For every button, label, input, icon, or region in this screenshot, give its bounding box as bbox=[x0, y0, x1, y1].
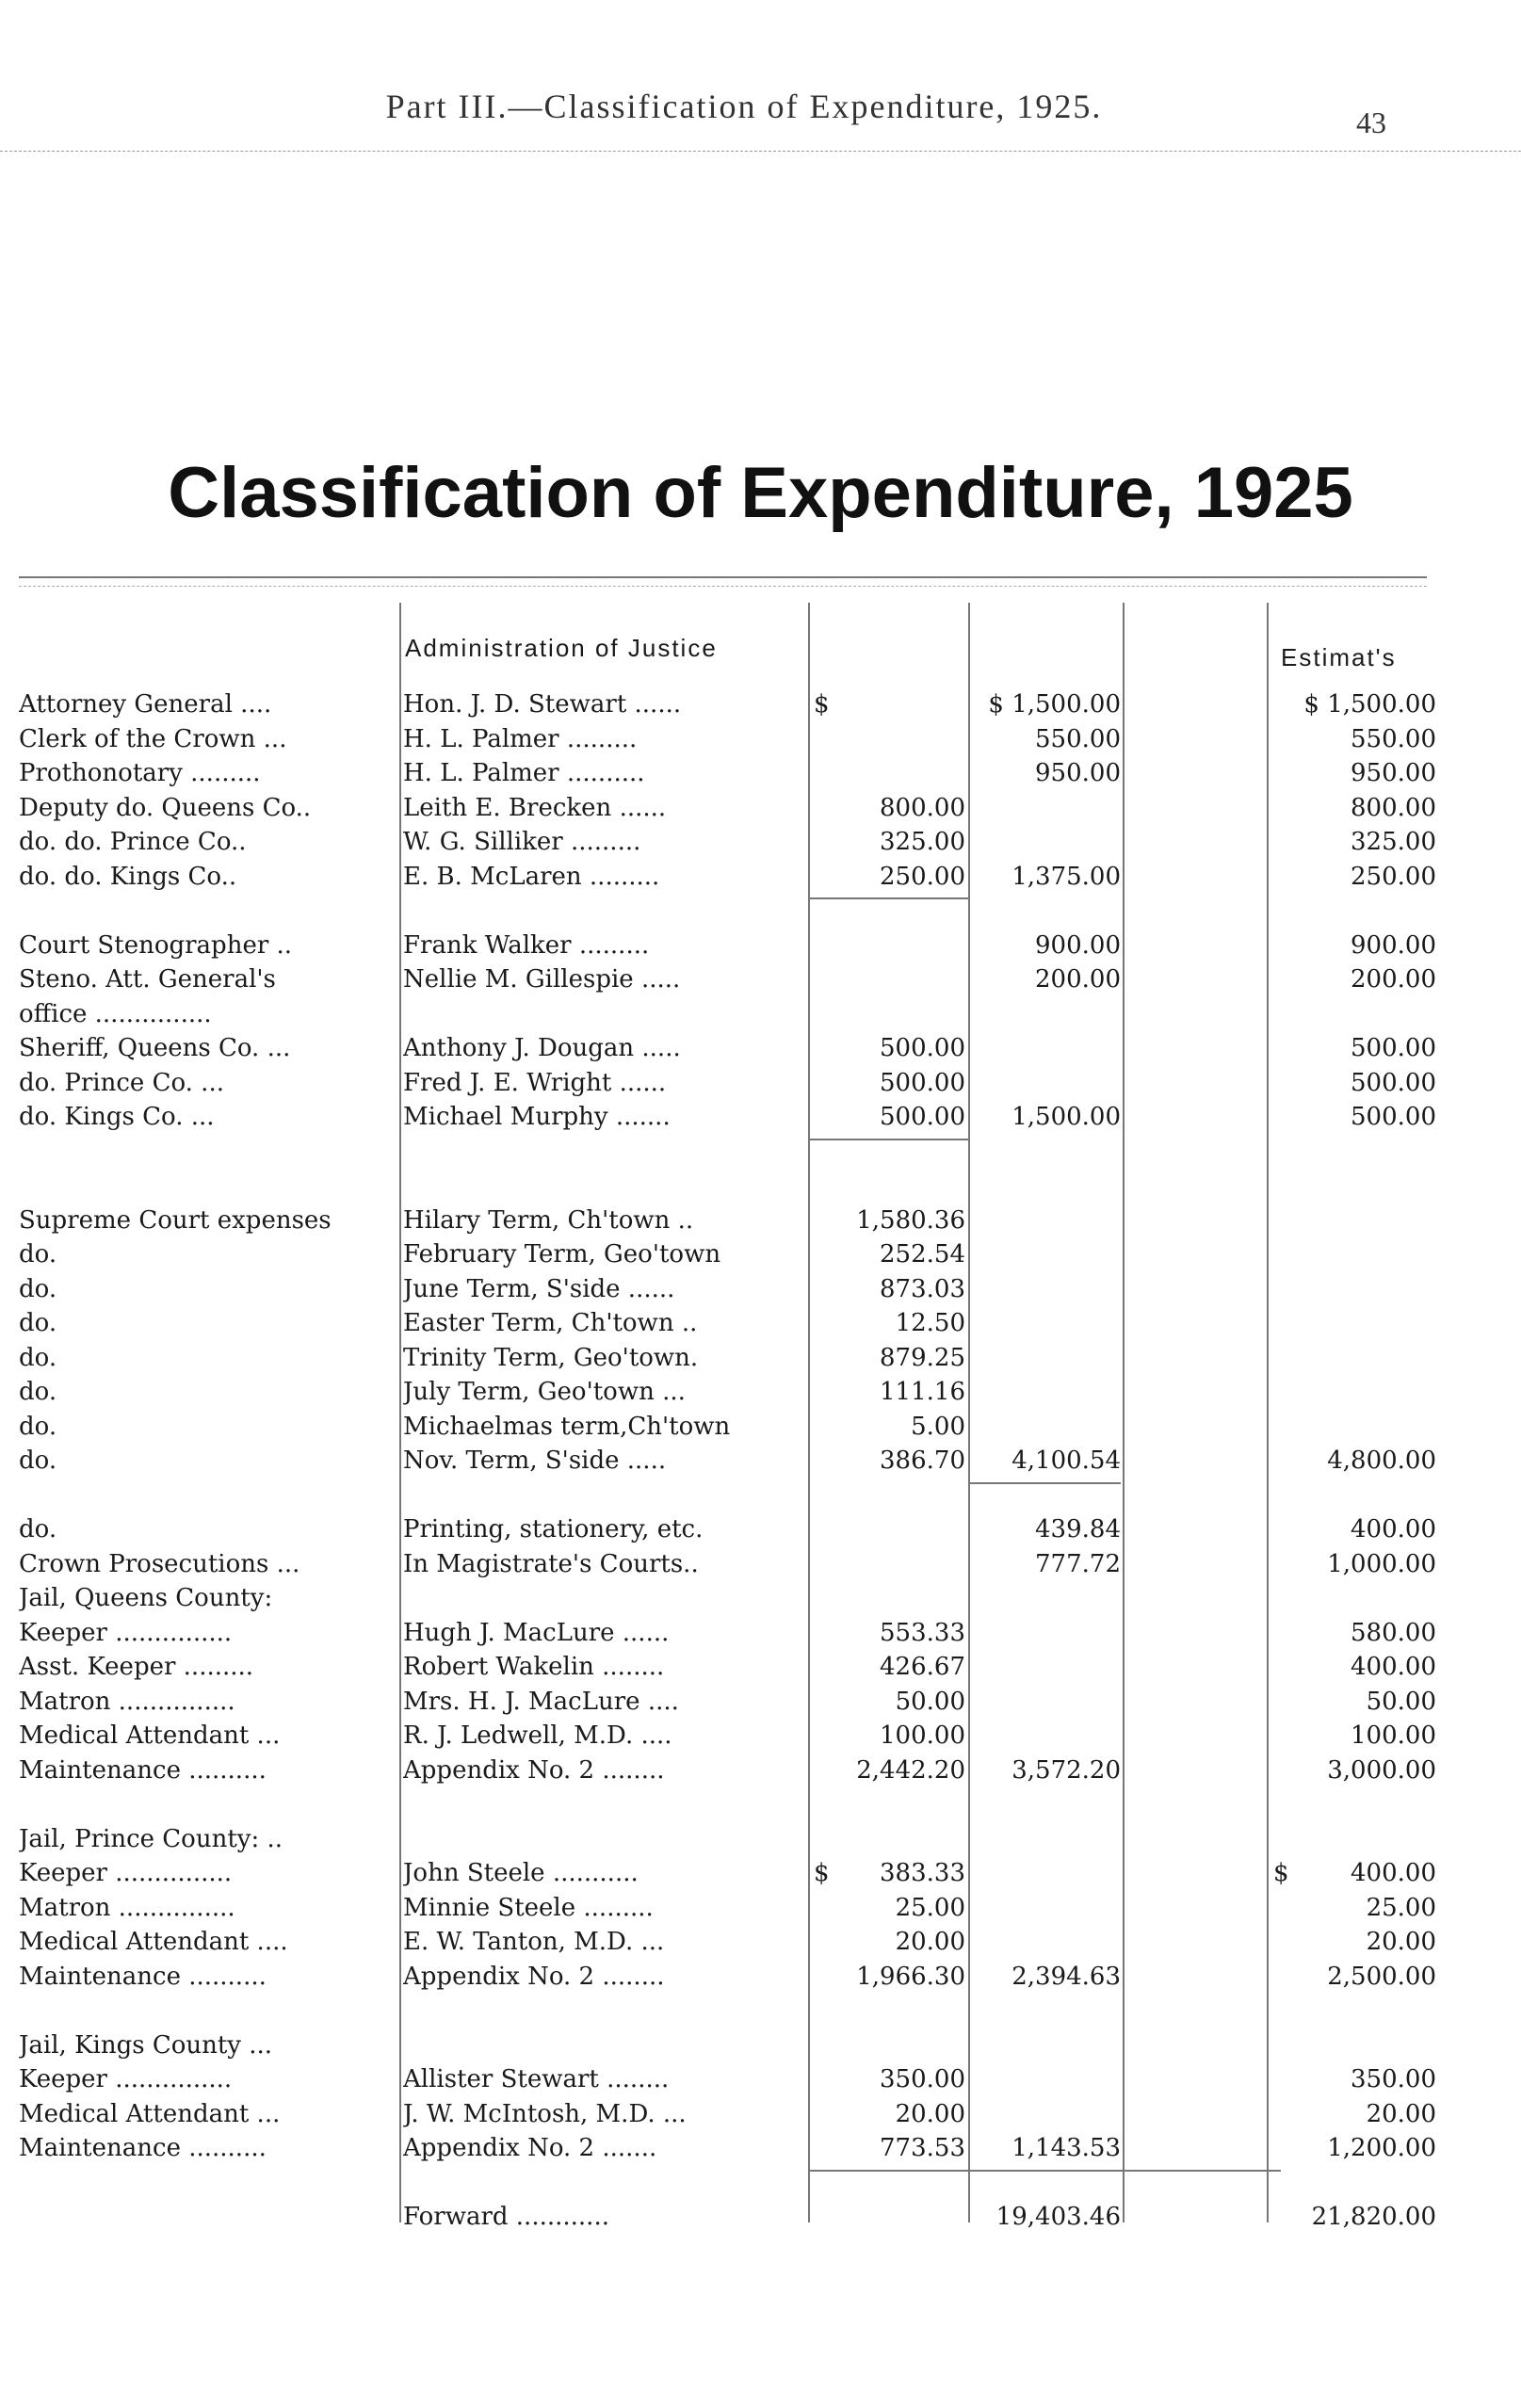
table-body bbox=[0, 687, 1521, 2235]
table-row bbox=[0, 1375, 1521, 1410]
table-row bbox=[0, 1169, 1521, 1204]
table-row bbox=[0, 756, 1521, 791]
row-name: Robert Wakelin ........ bbox=[403, 1653, 665, 1681]
table-row bbox=[0, 1066, 1521, 1101]
row-estimate: 500.00 bbox=[1351, 1103, 1436, 1131]
row-total: 900.00 bbox=[1035, 930, 1121, 960]
row-total: 2,394.63 bbox=[1011, 1962, 1121, 1991]
table-row bbox=[0, 1685, 1521, 1720]
table-row bbox=[0, 1753, 1521, 1788]
table-row bbox=[0, 791, 1521, 826]
title-divider bbox=[19, 576, 1427, 578]
row-estimate: 400.00 bbox=[1351, 1515, 1436, 1543]
row-estimate: 20.00 bbox=[1366, 1928, 1436, 1956]
row-total: 550.00 bbox=[1035, 724, 1121, 753]
row-name: February Term, Geo'town bbox=[403, 1240, 721, 1269]
row-label: Asst. Keeper ......... bbox=[19, 1653, 254, 1681]
row-label: Maintenance .......... bbox=[19, 1755, 267, 1785]
table-row bbox=[0, 1479, 1521, 1513]
row-total: 200.00 bbox=[1035, 965, 1121, 994]
row-name: Anthony J. Dougan ..... bbox=[403, 1034, 681, 1062]
table-row bbox=[0, 1891, 1521, 1926]
column-header-estimates: Estimat's bbox=[1281, 643, 1397, 671]
row-label: do. bbox=[19, 1515, 57, 1543]
row-estimate: 1,200.00 bbox=[1327, 2134, 1436, 2162]
row-name: Minnie Steele ......... bbox=[403, 1893, 654, 1922]
row-estimate: 500.00 bbox=[1351, 1034, 1436, 1062]
row-estimate: 500.00 bbox=[1351, 1068, 1436, 1097]
row-estimate: 50.00 bbox=[1366, 1687, 1436, 1716]
row-label: do. bbox=[19, 1309, 57, 1337]
subtotal-rule bbox=[810, 897, 968, 899]
row-label: Keeper ............... bbox=[19, 1618, 233, 1647]
row-estimate: 250.00 bbox=[1351, 862, 1436, 891]
running-head: Part III.—Classification of Expenditure, 1925. bbox=[385, 88, 1103, 125]
row-estimate: 4,800.00 bbox=[1327, 1446, 1436, 1475]
row-amount: 20.00 bbox=[895, 2099, 965, 2128]
row-estimate: 580.00 bbox=[1351, 1618, 1436, 1647]
table-row bbox=[0, 1960, 1521, 1995]
subtotal-rule bbox=[810, 1139, 968, 1140]
row-label: Medical Attendant ... bbox=[19, 1721, 281, 1750]
subtotal-rule bbox=[970, 1482, 1121, 1484]
row-amount: 50.00 bbox=[895, 1687, 965, 1716]
row-estimate: 100.00 bbox=[1351, 1721, 1436, 1750]
row-label: Medical Attendant .... bbox=[19, 1928, 288, 1956]
table-row bbox=[0, 1925, 1521, 1960]
row-name: Hilary Term, Ch'town .. bbox=[403, 1205, 694, 1235]
row-amount: 873.03 bbox=[880, 1274, 965, 1303]
row-name: Michael Murphy ....... bbox=[403, 1103, 671, 1131]
row-name: H. L. Palmer .......... bbox=[403, 759, 645, 787]
table-row bbox=[0, 1856, 1521, 1891]
row-name: J. W. McIntosh, M.D. ... bbox=[403, 2099, 687, 2128]
row-label: Steno. Att. General's bbox=[19, 965, 276, 994]
row-amount: 773.53 bbox=[880, 2134, 965, 2162]
row-label: Jail, Kings County ... bbox=[19, 2030, 273, 2060]
table-row bbox=[0, 1031, 1521, 1066]
table-row bbox=[0, 894, 1521, 929]
table-row bbox=[0, 860, 1521, 895]
row-amount: 25.00 bbox=[895, 1893, 965, 1922]
row-estimate: 950.00 bbox=[1351, 759, 1436, 787]
row-amount: 252.54 bbox=[880, 1240, 965, 1269]
row-total: 950.00 bbox=[1035, 759, 1121, 787]
subtotal-rule bbox=[810, 2170, 1281, 2172]
row-name: July Term, Geo'town ... bbox=[403, 1378, 686, 1406]
row-estimate: 350.00 bbox=[1351, 2065, 1436, 2093]
dollar-sign: $ bbox=[1273, 1859, 1289, 1887]
table-row bbox=[0, 1581, 1521, 1616]
row-name: Mrs. H. J. MacLure .... bbox=[403, 1687, 679, 1716]
row-label: office ............... bbox=[19, 999, 212, 1028]
row-total: $ 1,500.00 bbox=[988, 690, 1121, 719]
row-estimate: 400.00 bbox=[1351, 1859, 1436, 1887]
row-name: Nov. Term, S'side ..... bbox=[403, 1446, 667, 1475]
row-label: do. bbox=[19, 1378, 57, 1406]
table-row bbox=[0, 929, 1521, 963]
table-row bbox=[0, 2166, 1521, 2201]
table-row bbox=[0, 1787, 1521, 1822]
row-estimate: 200.00 bbox=[1351, 965, 1436, 994]
row-label: Sheriff, Queens Co. ... bbox=[19, 1034, 291, 1062]
row-label: Keeper ............... bbox=[19, 2065, 233, 2093]
table-row bbox=[0, 1135, 1521, 1170]
table-row bbox=[0, 1204, 1521, 1238]
page-header bbox=[0, 0, 1521, 188]
row-estimate: 20.00 bbox=[1366, 2099, 1436, 2128]
row-amount: 500.00 bbox=[880, 1034, 965, 1062]
row-amount: 2,442.20 bbox=[856, 1755, 965, 1785]
row-amount: 12.50 bbox=[895, 1309, 965, 1337]
row-label: Prothonotary ......... bbox=[19, 759, 261, 787]
row-total: 4,100.54 bbox=[1011, 1446, 1121, 1475]
row-name: Printing, stationery, etc. bbox=[403, 1515, 704, 1543]
row-label: Jail, Queens County: bbox=[19, 1584, 273, 1612]
row-label: Clerk of the Crown ... bbox=[19, 724, 287, 753]
row-estimate: 3,000.00 bbox=[1327, 1755, 1436, 1785]
table-row bbox=[0, 2131, 1521, 2166]
row-amount: 1,966.30 bbox=[856, 1962, 965, 1991]
page-number: 43 bbox=[1356, 105, 1386, 139]
row-label: Court Stenographer .. bbox=[19, 930, 293, 960]
row-label: do. Prince Co. ... bbox=[19, 1068, 224, 1097]
table-row bbox=[0, 1100, 1521, 1135]
row-label: Deputy do. Queens Co.. bbox=[19, 793, 312, 822]
row-amount: 800.00 bbox=[880, 793, 965, 822]
row-estimate: $ 1,500.00 bbox=[1303, 690, 1436, 719]
row-estimate: 25.00 bbox=[1366, 1893, 1436, 1922]
row-amount: 386.70 bbox=[880, 1446, 965, 1475]
row-name: E. B. McLaren ......... bbox=[403, 862, 660, 891]
row-name: R. J. Ledwell, M.D. .... bbox=[403, 1721, 672, 1750]
row-name: June Term, S'side ...... bbox=[403, 1274, 675, 1303]
row-name: Nellie M. Gillespie ..... bbox=[403, 965, 681, 994]
row-amount: 1,580.36 bbox=[856, 1205, 965, 1235]
row-amount: 111.16 bbox=[880, 1378, 965, 1406]
row-name: H. L. Palmer ......... bbox=[403, 724, 638, 753]
row-name: E. W. Tanton, M.D. ... bbox=[403, 1928, 665, 1956]
title-divider-dashed bbox=[19, 586, 1427, 587]
row-label: Attorney General .... bbox=[19, 690, 272, 719]
row-estimate: 800.00 bbox=[1351, 793, 1436, 822]
row-label: Matron ............... bbox=[19, 1893, 235, 1922]
row-label: do. bbox=[19, 1446, 57, 1475]
row-label: do. bbox=[19, 1274, 57, 1303]
table-row bbox=[0, 687, 1521, 722]
row-amount: 500.00 bbox=[880, 1068, 965, 1097]
table-row bbox=[0, 1237, 1521, 1272]
row-estimate: 400.00 bbox=[1351, 1653, 1436, 1681]
page-title: Classification of Expenditure, 1925 bbox=[168, 453, 1353, 533]
row-label: Jail, Prince County: .. bbox=[19, 1824, 283, 1853]
row-label: Maintenance .......... bbox=[19, 1962, 267, 1991]
row-label: Matron ............... bbox=[19, 1687, 235, 1716]
table-row bbox=[0, 1444, 1521, 1479]
row-total: 1,375.00 bbox=[1011, 862, 1121, 891]
table-row bbox=[0, 1547, 1521, 1582]
table-row bbox=[0, 1650, 1521, 1685]
table-row bbox=[0, 1616, 1521, 1651]
row-name: Appendix No. 2 ....... bbox=[403, 2134, 657, 2162]
table-row bbox=[0, 1512, 1521, 1547]
row-name: Hugh J. MacLure ...... bbox=[403, 1618, 670, 1647]
row-label: do. do. Kings Co.. bbox=[19, 862, 237, 891]
row-amount: 350.00 bbox=[880, 2065, 965, 2093]
row-name: Fred J. E. Wright ...... bbox=[403, 1068, 667, 1097]
row-label: Medical Attendant ... bbox=[19, 2099, 281, 2128]
dollar-sign: $ bbox=[814, 690, 830, 719]
row-name: Easter Term, Ch'town .. bbox=[403, 1309, 698, 1337]
row-estimate: 21,820.00 bbox=[1311, 2203, 1436, 2231]
row-estimate: 550.00 bbox=[1351, 724, 1436, 753]
row-label: Keeper ............... bbox=[19, 1859, 233, 1887]
table-row bbox=[0, 722, 1521, 757]
table-row bbox=[0, 1822, 1521, 1857]
table-row bbox=[0, 1410, 1521, 1445]
row-name: Frank Walker ......... bbox=[403, 930, 650, 960]
row-amount: 879.25 bbox=[880, 1343, 965, 1372]
row-amount: 20.00 bbox=[895, 1928, 965, 1956]
row-estimate: 900.00 bbox=[1351, 930, 1436, 960]
table-row bbox=[0, 825, 1521, 860]
row-label: Supreme Court expenses bbox=[19, 1205, 332, 1235]
column-header-administration: Administration of Justice bbox=[405, 634, 718, 662]
row-estimate: 325.00 bbox=[1351, 828, 1436, 856]
row-name: In Magistrate's Courts.. bbox=[403, 1549, 699, 1578]
table-row bbox=[0, 1306, 1521, 1341]
row-total: 1,500.00 bbox=[1011, 1103, 1121, 1131]
row-name: Leith E. Brecken ...... bbox=[403, 793, 667, 822]
table-row bbox=[0, 2200, 1521, 2235]
row-total: 19,403.46 bbox=[995, 2203, 1121, 2231]
header-divider bbox=[0, 151, 1521, 152]
row-label: Maintenance .......... bbox=[19, 2134, 267, 2162]
row-label: do. bbox=[19, 1240, 57, 1269]
dollar-sign: $ bbox=[814, 1859, 830, 1887]
row-total: 777.72 bbox=[1035, 1549, 1121, 1578]
row-name: W. G. Silliker ......... bbox=[403, 828, 641, 856]
table-row bbox=[0, 2097, 1521, 2132]
row-amount: 250.00 bbox=[880, 862, 965, 891]
row-name: Appendix No. 2 ........ bbox=[403, 1755, 665, 1785]
row-total: 3,572.20 bbox=[1011, 1755, 1121, 1785]
row-label: Crown Prosecutions ... bbox=[19, 1549, 300, 1578]
row-amount: 553.33 bbox=[880, 1618, 965, 1647]
row-label: do. do. Prince Co.. bbox=[19, 828, 247, 856]
row-name: Hon. J. D. Stewart ...... bbox=[403, 690, 682, 719]
table-row bbox=[0, 2062, 1521, 2097]
table-row bbox=[0, 1994, 1521, 2028]
row-amount: 426.67 bbox=[880, 1653, 965, 1681]
row-name: Allister Stewart ........ bbox=[403, 2065, 670, 2093]
row-name: Appendix No. 2 ........ bbox=[403, 1962, 665, 1991]
row-label: do. Kings Co. ... bbox=[19, 1103, 215, 1131]
row-name: Forward ............ bbox=[403, 2203, 609, 2231]
row-amount: 100.00 bbox=[880, 1721, 965, 1750]
row-amount: 383.33 bbox=[880, 1859, 965, 1887]
row-total: 1,143.53 bbox=[1011, 2134, 1121, 2162]
table-row bbox=[0, 1719, 1521, 1753]
row-estimate: 1,000.00 bbox=[1327, 1549, 1436, 1578]
row-name: John Steele ........... bbox=[403, 1859, 639, 1887]
row-label: do. bbox=[19, 1412, 57, 1441]
row-name: Michaelmas term,Ch'town bbox=[403, 1412, 731, 1441]
table-row bbox=[0, 2028, 1521, 2063]
row-amount: 5.00 bbox=[911, 1412, 965, 1441]
row-name: Trinity Term, Geo'town. bbox=[403, 1343, 699, 1372]
table-row bbox=[0, 1341, 1521, 1376]
row-amount: 500.00 bbox=[880, 1103, 965, 1131]
row-amount: 325.00 bbox=[880, 828, 965, 856]
row-label: do. bbox=[19, 1343, 57, 1372]
table-row bbox=[0, 997, 1521, 1032]
table-row bbox=[0, 1272, 1521, 1307]
row-estimate: 2,500.00 bbox=[1327, 1962, 1436, 1991]
table-row bbox=[0, 962, 1521, 997]
row-total: 439.84 bbox=[1035, 1515, 1121, 1543]
